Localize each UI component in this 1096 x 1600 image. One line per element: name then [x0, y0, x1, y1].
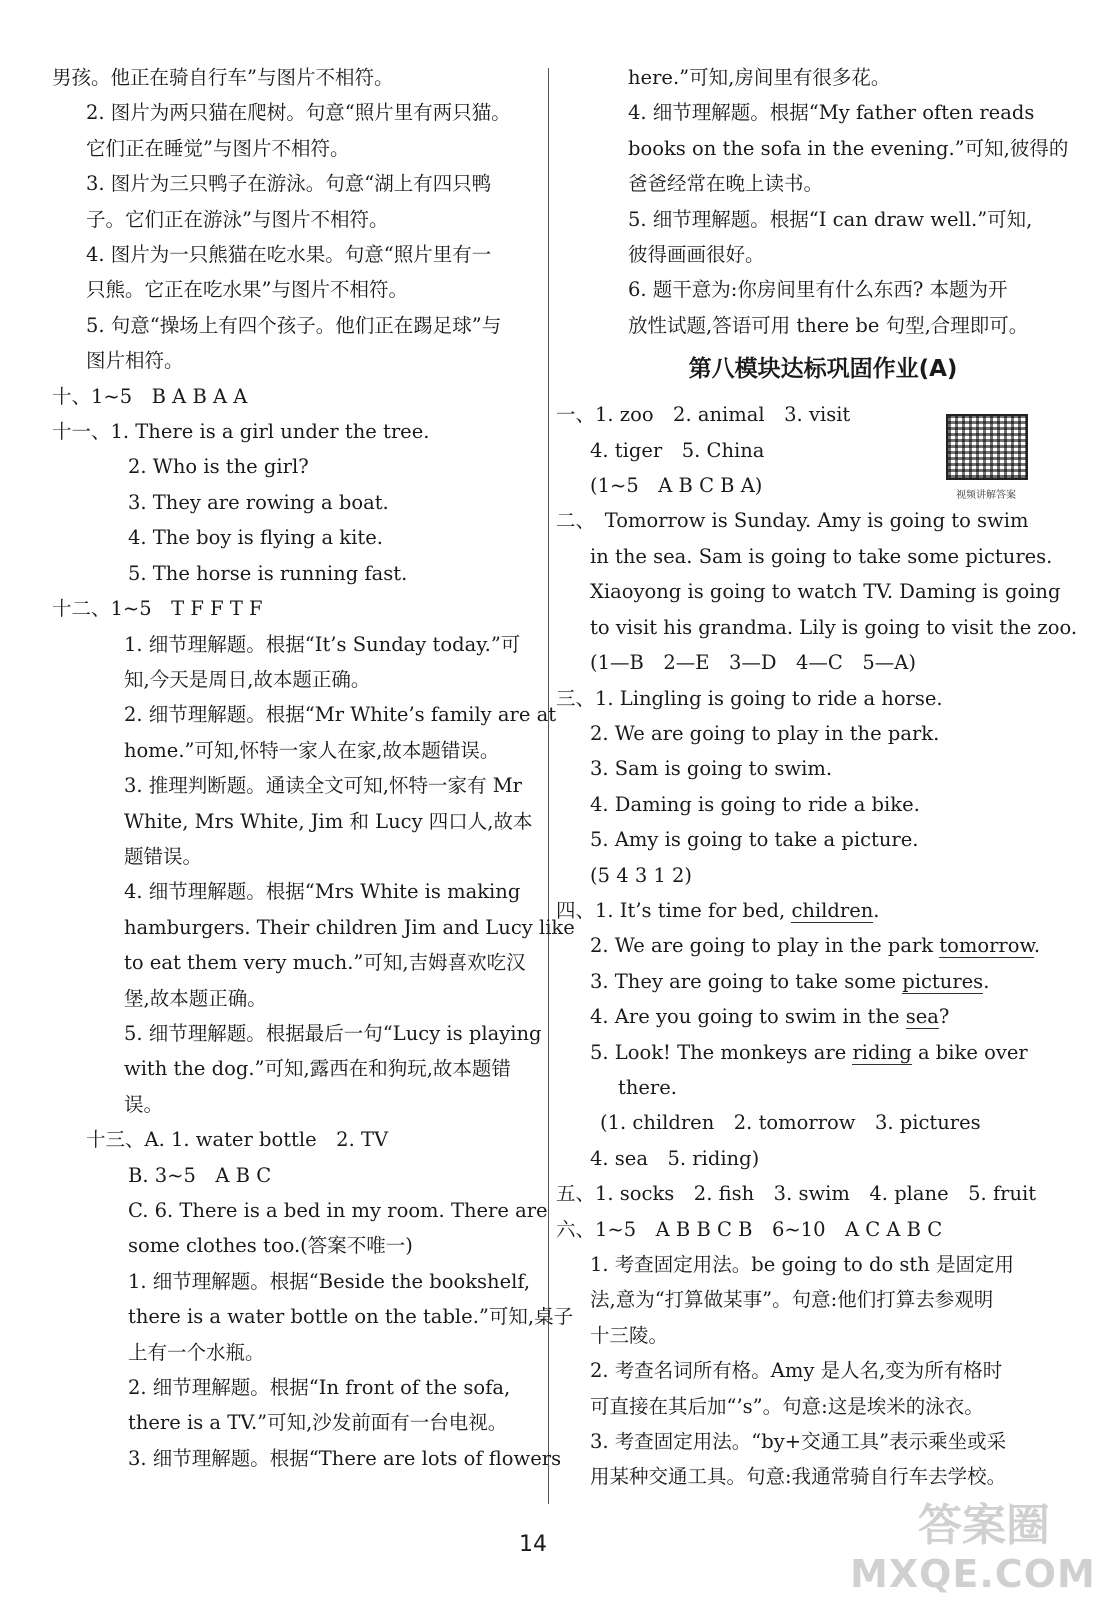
answer-line: 6. 题干意为:你房间里有什么东西? 本题为开 [628, 278, 1008, 302]
section-five-answers: 五、1. socks 2. fish 3. swim 4. plane 5. fruit [556, 1182, 1037, 1206]
answer-line: 误。 [124, 1092, 164, 1116]
module-heading: 第八模块达标巩固作业(A) [688, 356, 958, 383]
answer-line: 图片相符。 [86, 349, 184, 373]
answer-line: C. 6. There is a bed in my room. There are [128, 1199, 548, 1222]
answer-line: 2. 考查名词所有格。Amy 是人名,变为所有格时 [590, 1359, 1003, 1383]
answer-line: 4. tiger 5. China [590, 438, 765, 462]
answer-line: in the sea. Sam is going to take some pictures. [590, 544, 1053, 568]
section-one-answers: 一、1. zoo 2. animal 3. visit [556, 403, 851, 427]
answer-line: 它们正在睡觉”与图片不相符。 [86, 136, 350, 160]
answer-text: ? [938, 1005, 950, 1029]
answer-line: 2. 细节理解题。根据“In front of the sofa, [128, 1376, 511, 1400]
answer-line: 2. We are going to play in the park. [590, 721, 940, 745]
answer-line: 彼得画画很好。 [628, 243, 765, 267]
answer-text: 3. They are going to take some [590, 969, 903, 993]
answer-line: 子。它们正在游泳”与图片不相符。 [86, 207, 389, 231]
answer-text: . [1033, 934, 1041, 958]
answer-line [556, 999, 1056, 1034]
underlined-word: pictures [902, 969, 984, 993]
answer-line: home.”可知,怀特一家人在家,故本题错误。 [124, 738, 500, 762]
answer-line: 1. 考查固定用法。be going to do sth 是固定用 [590, 1253, 1015, 1276]
answer-line: 放性试题,答语可用 there be 句型,合理即可。 [628, 313, 1029, 337]
answer-line: 4. The boy is flying a kite. [128, 526, 383, 550]
answer-text: 4. Are you going to swim in the [590, 1005, 906, 1029]
column-divider [548, 68, 549, 1504]
answer-line: 可直接在其后加“’s”。句意:这是埃米的泳衣。 [590, 1394, 984, 1418]
qr-caption: 视频讲解答案 [956, 490, 1016, 501]
answer-line: with the dog.”可知,露西在和狗玩,故本题错 [124, 1057, 511, 1081]
section-ten-answers: 十、1~5 B A B A A [52, 384, 248, 408]
answer-line: books on the sofa in the evening.”可知,彼得的 [628, 136, 1069, 160]
answer-line: there is a water bottle on the table.”可知,桌子 [128, 1305, 574, 1329]
answer-line [556, 928, 1056, 963]
answer-line: 1. 细节理解题。根据“Beside the bookshelf, [128, 1269, 531, 1293]
answer-line: 知,今天是周日,故本题正确。 [124, 667, 371, 691]
section-two-answers: 二、 Tomorrow is Sunday. Amy is going to swim [556, 509, 1029, 533]
left-column [52, 60, 575, 1476]
underlined-word: tomorrow [939, 934, 1034, 958]
answer-line: 用某种交通工具。句意:我通常骑自行车去学校。 [590, 1465, 1007, 1489]
answer-line: 3. 推理判断题。通读全文可知,怀特一家有 Mr [124, 774, 522, 798]
answer-line: 十三陵。 [590, 1323, 669, 1347]
answer-line: 4. 图片为一只熊猫在吃水果。句意“照片里有一 [86, 243, 492, 267]
watermark [850, 1500, 1096, 1596]
underlined-word: riding [852, 1040, 912, 1064]
underlined-word: children [791, 898, 874, 922]
answer-line: 只熊。它正在吃水果”与图片不相符。 [86, 278, 408, 302]
underlined-word: sea [905, 1005, 939, 1029]
answer-line: some clothes too.(答案不唯一) [128, 1234, 413, 1258]
answer-line: to visit his grandma. Lily is going to visit the zoo. [590, 615, 1078, 639]
answer-text: . [983, 969, 990, 993]
answer-line: (1~5 A B C B A) [590, 474, 763, 498]
answer-text: 2. We are going to play in the park [590, 934, 940, 958]
answer-line: 法,意为“打算做某事”。句意:他们打算去参观明 [590, 1288, 994, 1312]
answer-line: 1. 细节理解题。根据“It’s Sunday today.”可 [124, 632, 521, 656]
answer-line: 4. 细节理解题。根据“Mrs White is making [124, 880, 521, 904]
answer-line: 5. 细节理解题。根据“I can draw well.”可知, [628, 207, 1033, 231]
answer-line: 堡,故本题正确。 [124, 986, 267, 1010]
answer-line: 5. The horse is running fast. [128, 561, 408, 585]
answer-line: 爸爸经常在晚上读书。 [628, 172, 824, 196]
answer-text: . [873, 898, 880, 922]
section-eleven-answers: 十一、1. There is a girl under the tree. [52, 420, 430, 444]
answer-line: 3. 考查固定用法。“by+交通工具”表示乘坐或采 [590, 1430, 1007, 1454]
answer-line: 5. 句意“操场上有四个孩子。他们正在踢足球”与 [86, 313, 502, 337]
section-four-answers [556, 893, 1056, 928]
answer-line: B. 3~5 A B C [128, 1163, 272, 1187]
answer-line: 5. 细节理解题。根据最后一句“Lucy is playing [124, 1021, 542, 1045]
answer-line: 3. 图片为三只鸭子在游泳。句意“湖上有四只鸭 [86, 172, 492, 196]
answer-line: 3. 细节理解题。根据“There are lots of flowers [128, 1446, 562, 1470]
answer-line: (1—B 2—E 3—D 4—C 5—A) [590, 651, 916, 675]
answer-line: 3. They are rowing a boat. [128, 490, 389, 514]
answer-line: Xiaoyong is going to watch TV. Daming is going [590, 580, 1061, 604]
answer-line: 4. 细节理解题。根据“My father often reads [628, 101, 1035, 125]
answer-line: 题错误。 [124, 844, 203, 868]
answer-line: here.”可知,房间里有很多花。 [628, 66, 891, 89]
qr-code-icon[interactable] [946, 414, 1028, 480]
answer-text: a bike over [911, 1040, 1028, 1064]
answer-line: 4. Daming is going to ride a bike. [590, 792, 920, 816]
answer-line: 5. Amy is going to take a picture. [590, 828, 919, 852]
page-number: 14 [519, 1532, 547, 1557]
answer-line: 男孩。他正在骑自行车”与图片不相符。 [52, 66, 394, 89]
answer-line: (1. children 2. tomorrow 3. pictures [600, 1111, 981, 1135]
answer-line: there is a TV.”可知,沙发前面有一台电视。 [128, 1411, 508, 1435]
answer-line: (5 4 3 1 2) [590, 863, 693, 887]
answer-line [556, 964, 1056, 999]
answer-line: 2. 图片为两只猫在爬树。句意“照片里有两只猫。 [86, 101, 511, 125]
answer-text: 四、1. It’s time for bed, [556, 898, 792, 922]
answer-line: 4. sea 5. riding) [590, 1146, 760, 1170]
watermark-logo: 答案圈 [918, 1500, 1050, 1551]
answer-line: 3. Sam is going to swim. [590, 757, 833, 781]
answer-text: 5. Look! The monkeys are [590, 1040, 853, 1064]
answer-line: hamburgers. Their children Jim and Lucy like [124, 915, 575, 939]
section-six-answers: 六、1~5 A B B C B 6~10 A C A B C [556, 1217, 943, 1241]
section-thirteen-answers: 十三、A. 1. water bottle 2. TV [86, 1128, 389, 1152]
answer-line: to eat them very much.”可知,吉姆喜欢吃汉 [124, 951, 526, 975]
answer-line: 上有一个水瓶。 [128, 1340, 265, 1364]
answer-line [556, 1035, 1056, 1070]
section-three-answers: 三、1. Lingling is going to ride a horse. [556, 686, 943, 710]
answer-line: White, Mrs White, Jim 和 Lucy 四口人,故本 [124, 809, 533, 833]
answer-line: 2. 细节理解题。根据“Mr White’s family are at [124, 703, 557, 727]
section-twelve-answers: 十二、1~5 T F F T F [52, 597, 263, 621]
watermark-url: MXQE.COM [850, 1552, 1096, 1596]
answer-line: there. [618, 1075, 677, 1099]
answer-line: 2. Who is the girl? [128, 455, 309, 479]
right-column [556, 60, 1078, 1495]
